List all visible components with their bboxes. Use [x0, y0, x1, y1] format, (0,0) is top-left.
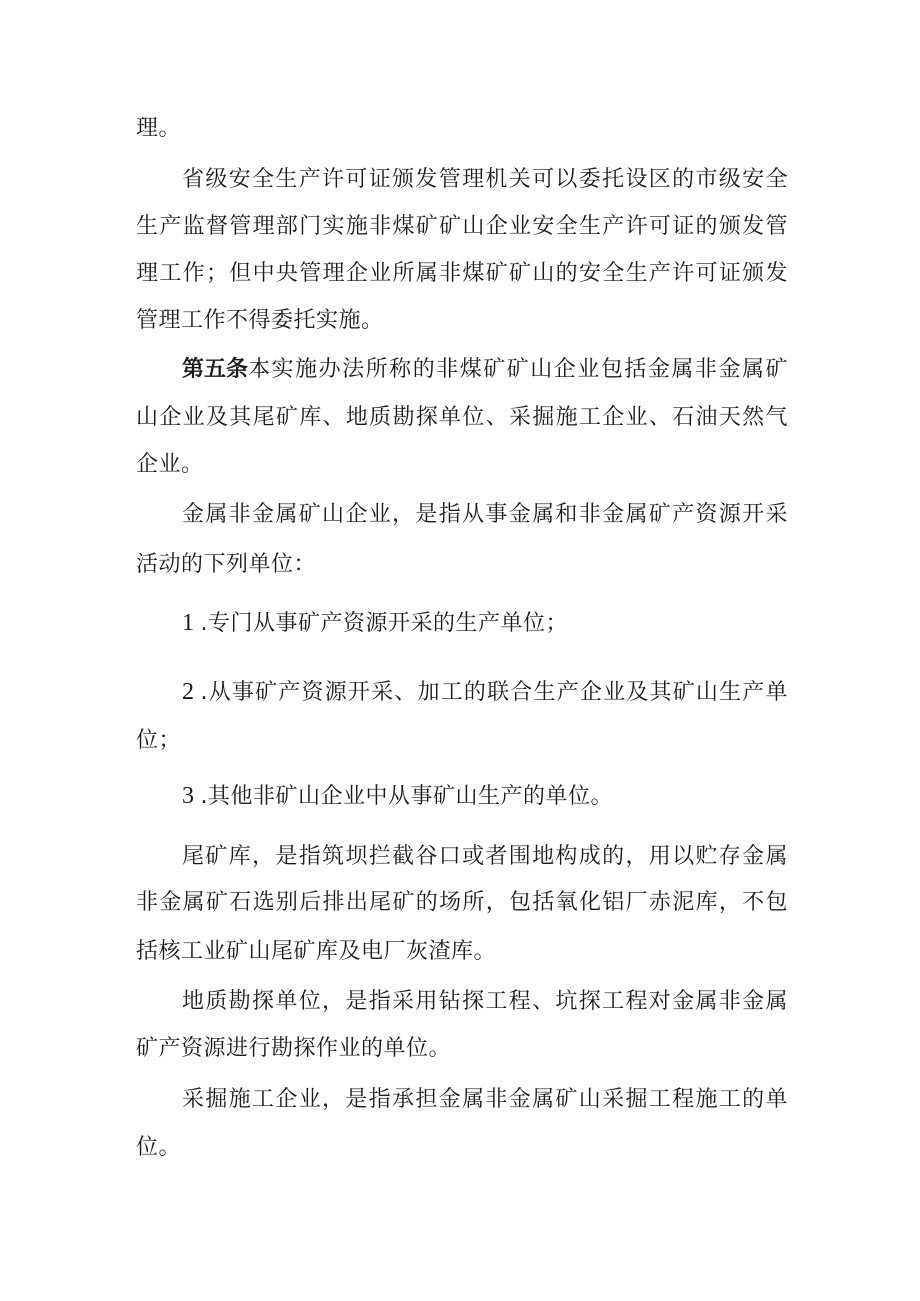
list-item-text: .其他非矿山企业中从事矿山生产的单位。	[200, 784, 613, 809]
paragraph-line: 尾矿库，是指筑坝拦截谷口或者围地构成的，用以贮存金属	[182, 844, 788, 869]
paragraph-line: 位；	[136, 728, 182, 753]
article-text: 本实施办法所称的非煤矿矿山企业包括金属非金属矿	[248, 357, 788, 382]
list-item-number: 3	[182, 783, 195, 809]
paragraph-line: 金属非金属矿山企业，是指从事金属和非金属矿产资源开采	[182, 502, 788, 527]
list-item	[182, 608, 788, 639]
paragraph-line: 企业。	[136, 452, 204, 477]
list-item-number: 1	[182, 610, 195, 636]
paragraph-line: 地质勘探单位，是指采用钻探工程、坑探工程对金属非金属	[182, 989, 788, 1014]
paragraph-line: 括核工业矿山尾矿库及电厂灰渣库。	[136, 939, 497, 964]
article-label: 第五条	[182, 357, 249, 382]
paragraph-line: 生产监督管理部门实施非煤矿矿山企业安全生产许可证的颁发管	[136, 214, 788, 239]
paragraph-line: 理。	[136, 116, 182, 141]
paragraph-line: 理工作；但中央管理企业所属非煤矿矿山的安全生产许可证颁发	[136, 261, 788, 286]
paragraph-line: 管理工作不得委托实施。	[136, 308, 384, 333]
paragraph-line: 矿产资源进行勘探作业的单位。	[136, 1036, 452, 1061]
list-item-text: .从事矿产资源开采、加工的联合生产企业及其矿山生产单	[200, 680, 788, 705]
paragraph-line: 山企业及其尾矿库、地质勘探单位、采掘施工企业、石油天然气	[136, 405, 788, 430]
paragraph-line: 省级安全生产许可证颁发管理机关可以委托设区的市级安全	[182, 167, 788, 192]
list-item-number: 2	[182, 679, 195, 705]
paragraph-line: 活动的下列单位：	[136, 552, 317, 577]
paragraph-line: 采掘施工企业，是指承担金属非金属矿山采掘工程施工的单	[182, 1087, 788, 1112]
list-item	[182, 781, 788, 812]
paragraph-line: 位。	[136, 1135, 182, 1160]
list-item	[182, 677, 788, 708]
list-item-text: .专门从事矿产资源开采的生产单位；	[200, 611, 568, 636]
article-first-line	[182, 355, 788, 385]
paragraph-line: 非金属矿石选别后排出尾矿的场所，包括氧化铝厂赤泥库，不包	[136, 890, 788, 915]
